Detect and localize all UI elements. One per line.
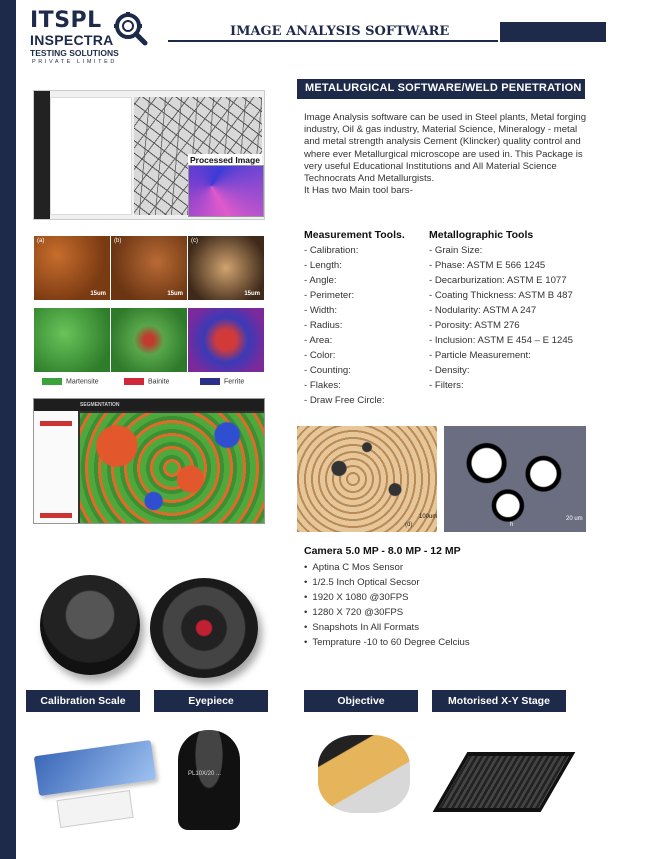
list-item: - Perimeter: (304, 290, 355, 301)
phase-tile-a (34, 236, 110, 300)
micro-tag: (d) (405, 522, 413, 528)
legend-label: Ferrite (224, 378, 245, 386)
processed-image (188, 165, 264, 217)
list-item: - Width: (304, 305, 338, 316)
metallographic-tools (429, 229, 629, 393)
micrograph-nodular (297, 426, 437, 532)
title-underline (168, 40, 498, 42)
legend-swatch (200, 378, 220, 385)
magnifier-gear-icon (110, 10, 150, 50)
eyepiece-label: Eyepiece (154, 690, 268, 712)
segmentation-screenshot (33, 398, 265, 524)
list-item: - Inclusion: ASTM E 454 – E 1245 (429, 335, 573, 346)
list-item: - Decarburization: ASTM E 1077 (429, 275, 567, 286)
legend-bainite (124, 378, 169, 388)
list-item: - Particle Measurement: (429, 350, 531, 361)
list-item: - Color: (304, 350, 336, 361)
list-item: • 1280 X 720 @30FPS (304, 605, 470, 620)
list-item: - Porosity: ASTM 276 (429, 320, 520, 331)
tile-tag: (b) (114, 238, 122, 244)
micro-scale: 100um (419, 514, 437, 520)
legend-swatch (42, 378, 62, 385)
xy-stage-image (433, 752, 576, 812)
logo-main-text: ITSPL (30, 8, 102, 33)
segmentation-panel (34, 411, 78, 524)
company-logo (30, 8, 150, 66)
metallographic-tools-list (429, 243, 629, 393)
camera-spec-list (304, 560, 470, 650)
metallographic-tools-title: Metallographic Tools (429, 229, 534, 241)
intro-text: Image Analysis software can be used in Steel plants, Metal forging industry, Oil & gas industry, Material Science, Mineralogy - metal and metal strength analysis Cement (Klincker) quality control and where ever Metallurgical microscope are used in. This Package is very useful Educational Institutions and All Material Science Technocrats And Metallurgists. (304, 112, 587, 185)
left-accent-bar (0, 0, 16, 859)
list-item: - Counting: (304, 365, 351, 376)
tile-tag: (a) (37, 238, 45, 244)
phase-map-bainite (111, 308, 187, 372)
tile-scale: 15um (167, 291, 183, 297)
list-item: • Aptina C Mos Sensor (304, 560, 470, 575)
list-item: - Flakes: (304, 380, 341, 391)
phase-tile-b (111, 236, 187, 300)
phase-tile-c (188, 236, 264, 300)
list-item: - Grain Size: (429, 245, 483, 256)
logo-sub-tagline: PRIVATE LIMITED (32, 59, 117, 65)
list-item: • 1920 X 1080 @30FPS (304, 590, 470, 605)
tile-scale: 15um (90, 291, 106, 297)
camera-title: Camera 5.0 MP - 8.0 MP - 12 MP (304, 545, 461, 557)
legend-swatch (124, 378, 144, 385)
calibration-scale-image (34, 740, 156, 796)
measurement-tools-list (304, 243, 429, 408)
legend-ferrite (200, 378, 244, 388)
camera-rear-image (40, 575, 140, 675)
objective-image (318, 735, 410, 813)
page-title: IMAGE ANALYSIS SOFTWARE (230, 24, 450, 39)
software-settings-panel (50, 97, 132, 215)
list-item: • Temprature -10 to 60 Degree Celcius (304, 635, 470, 650)
logo-tagline: TESTING SOLUTIONS (30, 48, 119, 58)
calibration-scale-label: Calibration Scale (26, 690, 140, 712)
list-item: - Calibration: (304, 245, 359, 256)
calibration-slide-image (56, 790, 133, 828)
segmentation-title: SEGMENTATION (34, 399, 264, 411)
list-item: - Angle: (304, 275, 337, 286)
xy-stage-label: Motorised X-Y Stage (432, 690, 566, 712)
legend-label: Martensite (66, 378, 99, 386)
list-item: - Area: (304, 335, 333, 346)
legend-label: Bainite (148, 378, 170, 386)
list-item: - Nodularity: ASTM A 247 (429, 305, 537, 316)
micro-scale: 20 um (566, 516, 583, 522)
micro-tag: h (510, 522, 514, 528)
segmentation-map (80, 413, 264, 523)
eyepiece-marking: PL10X/20 ... (188, 771, 222, 777)
micrograph-porosity (444, 426, 586, 532)
intro-tail: It Has two Main tool bars- (304, 185, 413, 197)
section-heading: METALURGICAL SOFTWARE/WELD PENETRATION (297, 79, 585, 99)
list-item: - Length: (304, 260, 342, 271)
legend-martensite (42, 378, 99, 388)
list-item: - Filters: (429, 380, 464, 391)
measurement-tools-title: Measurement Tools. (304, 229, 405, 241)
measurement-tools (304, 229, 429, 408)
logo-company-name: INSPECTRA (30, 32, 114, 48)
processed-image-label: Processed Image (188, 154, 262, 166)
camera-front-image (150, 578, 258, 678)
list-item: • Snapshots In All Formats (304, 620, 470, 635)
list-item: • 1/2.5 Inch Optical Secsor (304, 575, 470, 590)
phase-map-martensite (34, 308, 110, 372)
tile-tag: (c) (191, 238, 198, 244)
eyepiece-image (178, 730, 240, 830)
panel-red-bar (40, 421, 72, 426)
list-item: - Draw Free Circle: (304, 395, 385, 406)
list-item: - Phase: ASTM E 566 1245 (429, 260, 546, 271)
objective-label: Objective (304, 690, 418, 712)
tile-scale: 15um (244, 291, 260, 297)
list-item: - Density: (429, 365, 470, 376)
list-item: - Coating Thickness: ASTM B 487 (429, 290, 573, 301)
phase-map-ferrite (188, 308, 264, 372)
list-item: - Radius: (304, 320, 343, 331)
software-sidebar (34, 91, 50, 219)
intro-paragraph (304, 112, 594, 197)
title-accent-block (500, 22, 606, 42)
panel-red-bar (40, 513, 72, 518)
